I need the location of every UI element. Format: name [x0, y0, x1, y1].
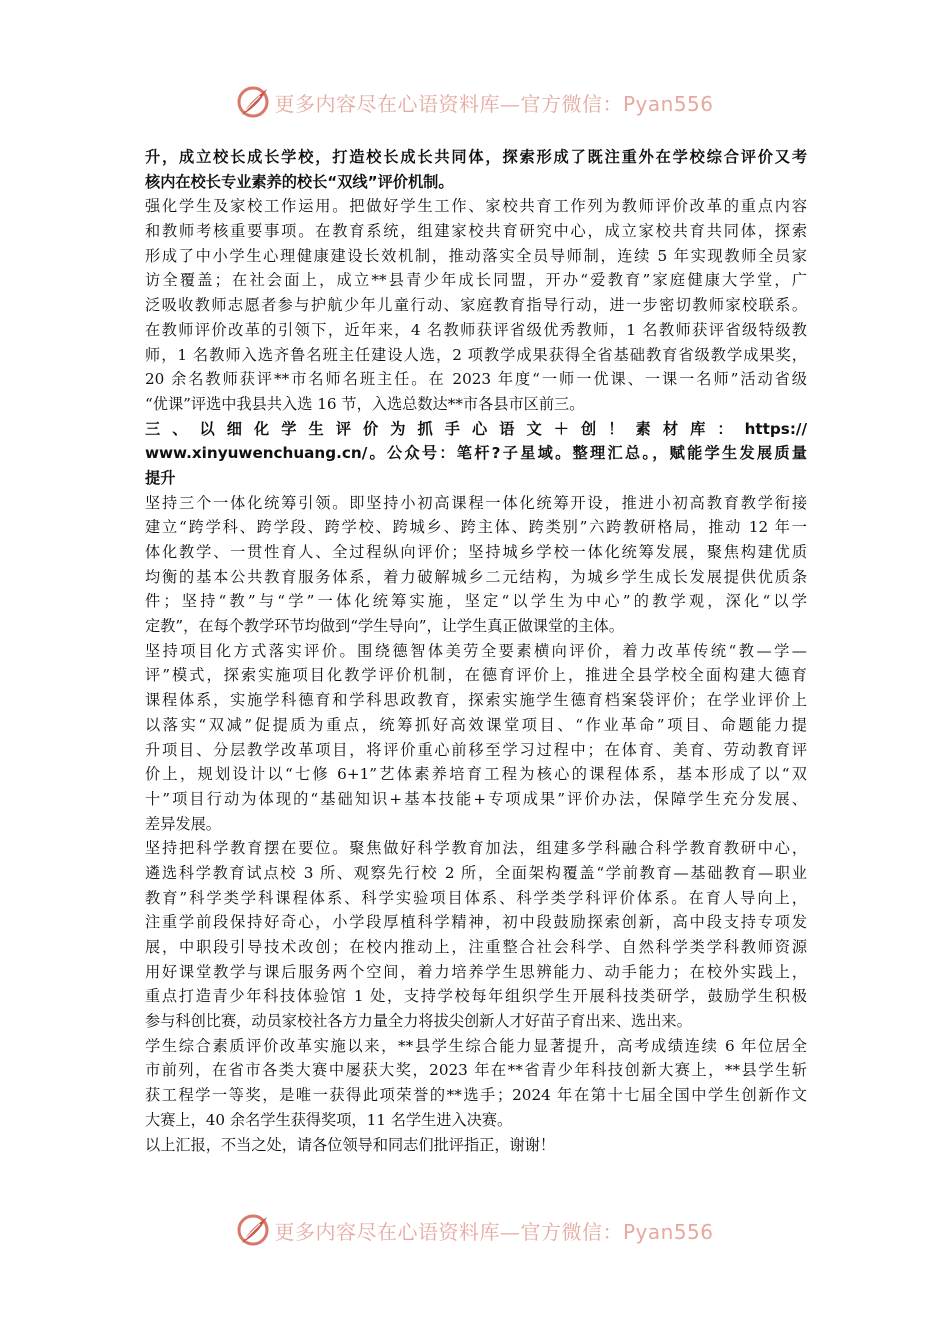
text-line: 三 、 以 细 化 学 生 评 价 为 抓 手 心 语 文 ＋ 创 ！ 素 材 库 ： https:// — [145, 419, 807, 438]
text-line: 泛吸收教师志愿者参与护航少年儿童行动、家庭教育指导行动，进一步密切教师家校联系。 — [145, 296, 807, 315]
text-line: “优课”评选中我县共入选 16 节，入选总数达**市各县市区前三。 — [145, 394, 585, 413]
footer-banner — [0, 1210, 950, 1250]
text-line: 获工程学一等奖，是唯一获得此项荣誉的**选手；2024 年在第十七届全国中学生创新作文 — [145, 1086, 807, 1105]
text-line: 均衡的基本公共教育服务体系，着力破解城乡二元结构，为城乡学生成长发展提供优质条 — [145, 567, 807, 586]
text-line: 定教”，在每个教学环节均做到“学生导向”，让学生真正做课堂的主体。 — [145, 617, 624, 636]
paragraph — [145, 145, 807, 194]
banner-text: 更多内容尽在心语资料库—官方微信：Pyan556 — [274, 91, 714, 116]
paragraph — [145, 1133, 807, 1158]
text-line: 和教师考核重要事项。在教育系统，组建家校共育研究中心，成立家校共育共同体，探索 — [145, 222, 807, 241]
text-line: 展，中职段引导技术改创；在校内推动上，注重整合社会科学、自然科学类学科教师资源 — [145, 938, 807, 956]
text-line: 重点打造青少年科技体验馆 1 处，支持学校每年组织学生开展科技类研学，鼓励学生积极 — [145, 987, 807, 1006]
paragraph — [145, 836, 807, 1034]
text-line: 大赛上，40 余名学生获得奖项，11 名学生进入决赛。 — [145, 1110, 513, 1129]
text-line: 坚持把科学教育摆在要位。聚焦做好科学教育加法，组建多学科融合科学教育教研中心， — [145, 839, 807, 858]
text-line: 遴选科学教育试点校 3 所、观察先行校 2 所，全面架构覆盖“学前教育—基础教育—职业 — [145, 863, 807, 882]
text-line: www.xinyuwenchuang.cn/。公众号：笔杆?子星域。整理汇总。，赋能学生发展质量 — [145, 444, 807, 463]
text-line: 学生综合素质评价改革实施以来，**县学生综合能力显著提升，高考成绩连续 6 年位居全 — [145, 1036, 807, 1055]
paragraph — [145, 639, 807, 837]
text-line: 访全覆盖；在社会面上，成立**县青少年成长同盟，开办“爱教育”家庭健康大学堂，广 — [145, 271, 807, 290]
text-line: 参与科创比赛，动员家校社各方力量全力将拔尖创新人才好苗子育出来、选出来。 — [145, 1012, 692, 1031]
paragraph — [145, 194, 807, 416]
text-line: 教育”科学类学科课程体系、科学实验项目体系、科学类学科评价体系。在育人导向上， — [145, 888, 807, 907]
paragraph — [145, 491, 807, 639]
quill-logo-icon — [236, 1213, 270, 1247]
text-line: 师，1 名教师入选齐鲁名班主任建设人选，2 项教学成果获得全省基础教育省级教学成果奖， — [145, 345, 807, 364]
text-line: 在教师评价改革的引领下，近年来，4 名教师获评省级优秀教师，1 名教师获评省级特级教 — [145, 320, 807, 339]
text-line: 市前列，在省市各类大赛中屡获大奖，2023 年在**省青少年科技创新大赛上，**县学生斩 — [145, 1061, 807, 1080]
header-banner — [0, 82, 950, 122]
text-line: 20 余名教师获评**市名师名班主任。在 2023 年度“一师一优课、一课一名师”活动省级 — [145, 370, 807, 389]
text-line: 十”项目行动为体现的“基础知识+基本技能+专项成果”评价办法，保障学生充分发展、 — [145, 789, 807, 808]
text-line: 强化学生及家校工作运用。把做好学生工作、家校共育工作列为教师评价改革的重点内容 — [145, 197, 807, 216]
text-line: 建立“跨学科、跨学段、跨学校、跨城乡、跨主体、跨类别”六跨教研格局，推动 12 年一 — [145, 518, 807, 537]
text-line: 差异发展。 — [145, 814, 221, 833]
text-line: 核内在校长专业素养的校长“双线”评价机制。 — [145, 172, 454, 191]
text-line: 评”模式，探索实施项目化教学评价机制，在德育评价上，推进全县学校全面构建大德育 — [145, 666, 807, 685]
text-line: 以上汇报，不当之处，请各位领导和同志们批评指正，谢谢！ — [145, 1135, 556, 1154]
banner-text: 更多内容尽在心语资料库—官方微信：Pyan556 — [274, 1219, 714, 1244]
text-line: 件；坚持“教”与“学”一体化统筹实施，坚定“以学生为中心”的教学观，深化“以学 — [145, 592, 807, 611]
text-line: 升，成立校长成长学校，打造校长成长共同体，探索形成了既注重外在学校综合评价又考 — [145, 148, 807, 166]
text-line: 注重学前段保持好奇心，小学段厚植科学精神，初中段鼓励探索创新，高中段支持专项发 — [145, 913, 807, 932]
text-line: 用好课堂教学与课后服务两个空间，着力培养学生思辨能力、动手能力；在校外实践上， — [145, 962, 807, 981]
paragraph — [145, 417, 807, 491]
paragraph — [145, 1034, 807, 1133]
quill-logo-icon — [236, 85, 270, 119]
text-line: 坚持三个一体化统筹引领。即坚持小初高课程一体化统筹开设，推进小初高教育教学衔接 — [145, 493, 807, 512]
text-line: 课程体系，实施学科德育和学科思政教育，探索实施学生德育档案袋评价；在学业评价上 — [145, 691, 807, 710]
text-line: 以落实“双减”促提质为重点，统筹抓好高效课堂项目、“作业革命”项目、命题能力提 — [145, 715, 807, 734]
text-line: 提升 — [145, 468, 176, 487]
text-line: 坚持项目化方式落实评价。围绕德智体美劳全要素横向评价，着力改革传统“教—学— — [145, 641, 807, 660]
text-line: 体化教学、一贯性育人、全过程纵向评价；坚持城乡学校一体化统筹发展，聚焦构建优质 — [145, 543, 807, 561]
text-line: 升项目、分层教学改革项目，将评价重心前移至学习过程中；在体育、美育、劳动教育评 — [145, 740, 807, 759]
text-line: 价上，规划设计以“七修 6+1”艺体素养培育工程为核心的课程体系，基本形成了以“双 — [145, 765, 807, 784]
text-line: 形成了中小学生心理健康建设长效机制，推动落实全员导师制，连续 5 年实现教师全员家 — [145, 246, 807, 265]
document-body — [145, 145, 807, 1157]
